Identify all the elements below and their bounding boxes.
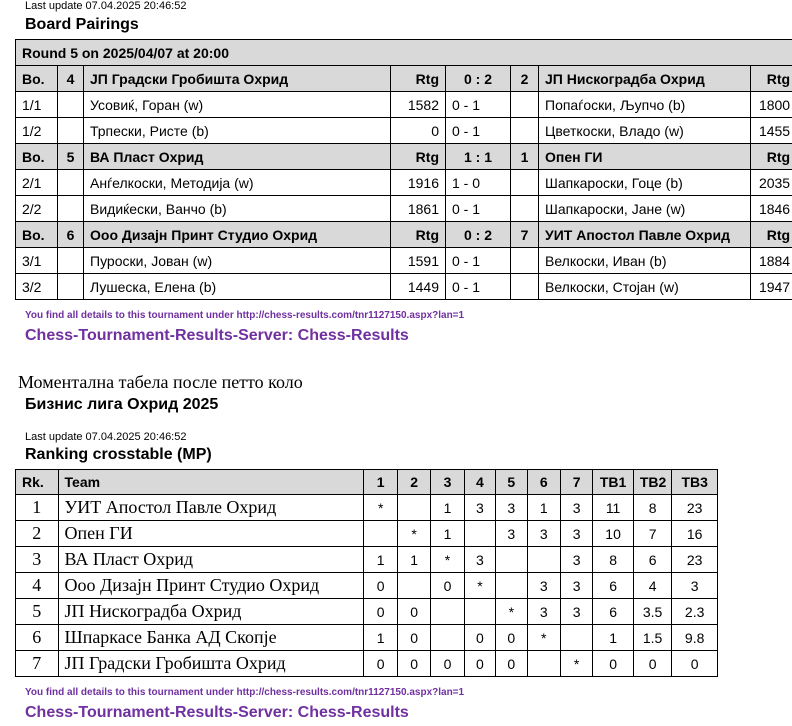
result-cell: 1 — [431, 495, 464, 521]
blank-cell — [511, 274, 539, 300]
black-player: Попаѓоски, Љупчо (b) — [539, 92, 751, 118]
tiebreak-cell: 2.3 — [672, 599, 718, 625]
result-cell: 3 — [464, 495, 495, 521]
player2-rating: 1884 — [751, 248, 792, 274]
team2-number: 1 — [511, 144, 539, 170]
team2-name: УИТ Апостол Павле Охрид — [539, 222, 751, 248]
result-cell: 0 — [397, 625, 430, 651]
tiebreak-cell: 11 — [593, 495, 634, 521]
column-header: 7 — [560, 470, 592, 495]
rank-cell: 3 — [16, 547, 59, 573]
team-name-cell: Шпаркасе Банка АД Скопје — [58, 625, 364, 651]
match-score: 0 : 2 — [446, 222, 511, 248]
black-player: Велкоски, Иван (b) — [539, 248, 751, 274]
bo-label: Bo. — [16, 144, 58, 170]
result-cell: 1 — [397, 547, 430, 573]
result-cell: 0 — [496, 651, 527, 677]
white-player: Трпески, Ристе (b) — [84, 118, 391, 144]
team2-name: Опен ГИ — [539, 144, 751, 170]
match-header — [16, 222, 792, 248]
result-cell: * — [364, 495, 397, 521]
result-cell — [496, 547, 527, 573]
standings-footer-link[interactable]: Chess-Tournament-Results-Server: Chess-Results — [25, 704, 409, 721]
board-number: 1/2 — [16, 118, 58, 144]
result-cell: * — [496, 599, 527, 625]
white-player: Пуроски, Јован (w) — [84, 248, 391, 274]
board-number: 3/2 — [16, 274, 58, 300]
blank-cell — [511, 196, 539, 222]
white-player: Видиќески, Ванчо (b) — [84, 196, 391, 222]
result-cell: * — [431, 547, 464, 573]
team1-number: 5 — [58, 144, 84, 170]
result-cell — [527, 651, 560, 677]
result-cell: 1 — [527, 495, 560, 521]
tiebreak-cell: 0 — [672, 651, 718, 677]
team2-rtg-label: Rtg — [751, 144, 792, 170]
pairings-last-update: Last update 07.04.2025 20:46:52 — [25, 0, 187, 12]
crosstable-header — [16, 470, 718, 495]
blank-cell — [511, 248, 539, 274]
rank-cell: 6 — [16, 625, 59, 651]
player1-rating: 1449 — [391, 274, 446, 300]
team1-number: 6 — [58, 222, 84, 248]
result-cell: 3 — [560, 521, 592, 547]
player2-rating: 1947 — [751, 274, 792, 300]
team1-name: ЈП Градски Гробишта Охрид — [84, 66, 391, 92]
result-cell: * — [560, 651, 592, 677]
standings-row — [16, 573, 718, 599]
tiebreak-cell: 23 — [672, 547, 718, 573]
tiebreak-cell: 3.5 — [633, 599, 671, 625]
result-cell: 0 — [397, 599, 430, 625]
result-cell: 1 — [364, 547, 397, 573]
tiebreak-cell: 7 — [633, 521, 671, 547]
rank-cell: 4 — [16, 573, 59, 599]
standings-row — [16, 495, 718, 521]
player2-rating: 2035 — [751, 170, 792, 196]
standings-row — [16, 599, 718, 625]
result-cell — [560, 625, 592, 651]
result-cell: 0 — [464, 651, 495, 677]
player1-rating: 1916 — [391, 170, 446, 196]
result-cell: 3 — [527, 599, 560, 625]
result-cell: 3 — [560, 495, 592, 521]
column-header: TB1 — [593, 470, 634, 495]
black-player: Шапкароски, Гоце (b) — [539, 170, 751, 196]
rank-cell: 5 — [16, 599, 59, 625]
rank-cell: 7 — [16, 651, 59, 677]
team-name-cell: ЈП Градски Гробишта Охрид — [58, 651, 364, 677]
result-cell: 3 — [496, 521, 527, 547]
result-cell: 0 — [496, 625, 527, 651]
blank-cell — [511, 92, 539, 118]
tiebreak-cell: 9.8 — [672, 625, 718, 651]
result-cell: 0 — [364, 599, 397, 625]
player2-rating: 1846 — [751, 196, 792, 222]
team2-number: 7 — [511, 222, 539, 248]
rank-cell: 1 — [16, 495, 59, 521]
result-cell: 3 — [496, 495, 527, 521]
board-result: 0 - 1 — [446, 118, 511, 144]
tiebreak-cell: 6 — [593, 573, 634, 599]
white-player: Лушеска, Елена (b) — [84, 274, 391, 300]
tiebreak-cell: 1.5 — [633, 625, 671, 651]
result-cell — [397, 495, 430, 521]
white-player: Усовиќ, Горан (w) — [84, 92, 391, 118]
result-cell: 0 — [397, 651, 430, 677]
tiebreak-cell: 8 — [593, 547, 634, 573]
result-cell: * — [527, 625, 560, 651]
ranking-crosstable — [15, 469, 718, 677]
team2-rtg-label: Rtg — [751, 66, 792, 92]
match-score: 0 : 2 — [446, 66, 511, 92]
result-cell: 3 — [560, 573, 592, 599]
black-player: Велкоски, Стојан (w) — [539, 274, 751, 300]
tiebreak-cell: 1 — [593, 625, 634, 651]
result-cell — [527, 547, 560, 573]
tiebreak-cell: 0 — [633, 651, 671, 677]
standings-footer-text: You find all details to this tournament under http://chess-results.com/tnr1127150.aspx?lan=1 — [25, 687, 465, 698]
result-cell — [364, 521, 397, 547]
blank-cell — [58, 248, 84, 274]
team2-name: ЈП Нискоградба Охрид — [539, 66, 751, 92]
board-result: 1 - 0 — [446, 170, 511, 196]
team1-name: ВА Пласт Охрид — [84, 144, 391, 170]
team-name-cell: УИТ Апостол Павле Охрид — [58, 495, 364, 521]
column-header: 1 — [364, 470, 397, 495]
bo-label: Bo. — [16, 222, 58, 248]
column-header: 2 — [397, 470, 430, 495]
pairings-footer-text: You find all details to this tournament under http://chess-results.com/tnr1127150.aspx?lan=1 — [25, 310, 465, 321]
result-cell: 3 — [560, 599, 592, 625]
tiebreak-cell: 3 — [672, 573, 718, 599]
result-cell — [431, 625, 464, 651]
result-cell: 1 — [431, 521, 464, 547]
board-result: 0 - 1 — [446, 196, 511, 222]
board-row — [16, 248, 792, 274]
column-header: 4 — [464, 470, 495, 495]
team1-rtg-label: Rtg — [391, 222, 446, 248]
result-cell — [464, 599, 495, 625]
black-player: Шапкароски, Јане (w) — [539, 196, 751, 222]
tiebreak-cell: 6 — [633, 547, 671, 573]
result-cell — [397, 573, 430, 599]
match-score: 1 : 1 — [446, 144, 511, 170]
result-cell: 3 — [527, 573, 560, 599]
team1-number: 4 — [58, 66, 84, 92]
tiebreak-cell: 10 — [593, 521, 634, 547]
league-title: Бизнис лига Охрид 2025 — [25, 396, 219, 413]
board-number: 3/1 — [16, 248, 58, 274]
result-cell: 3 — [527, 521, 560, 547]
rank-cell: 2 — [16, 521, 59, 547]
player1-rating: 1582 — [391, 92, 446, 118]
blank-cell — [58, 118, 84, 144]
blank-cell — [58, 274, 84, 300]
tiebreak-cell: 16 — [672, 521, 718, 547]
player2-rating: 1455 — [751, 118, 792, 144]
player2-rating: 1800 — [751, 92, 792, 118]
blank-cell — [58, 170, 84, 196]
result-cell — [496, 573, 527, 599]
tiebreak-cell: 4 — [633, 573, 671, 599]
board-number: 2/2 — [16, 196, 58, 222]
board-row — [16, 196, 792, 222]
result-cell — [431, 599, 464, 625]
result-cell: 3 — [560, 547, 592, 573]
standings-row — [16, 547, 718, 573]
board-number: 2/1 — [16, 170, 58, 196]
column-header: Rk. — [16, 470, 59, 495]
blank-cell — [58, 196, 84, 222]
team-name-cell: Опен ГИ — [58, 521, 364, 547]
match-header — [16, 66, 792, 92]
result-cell: 0 — [431, 573, 464, 599]
board-result: 0 - 1 — [446, 274, 511, 300]
standings-row — [16, 521, 718, 547]
team-name-cell: ВА Пласт Охрид — [58, 547, 364, 573]
team2-number: 2 — [511, 66, 539, 92]
result-cell: 1 — [364, 625, 397, 651]
team-name-cell: Ооо Дизајн Принт Студио Охрид — [58, 573, 364, 599]
standings-caption: Моментална табела после петто коло — [18, 372, 303, 392]
board-row — [16, 92, 792, 118]
white-player: Анѓелкоски, Методија (w) — [84, 170, 391, 196]
board-row — [16, 274, 792, 300]
match-header — [16, 144, 792, 170]
blank-cell — [511, 170, 539, 196]
result-cell — [464, 521, 495, 547]
board-result: 0 - 1 — [446, 92, 511, 118]
standings-row — [16, 625, 718, 651]
result-cell: 0 — [364, 573, 397, 599]
blank-cell — [58, 92, 84, 118]
column-header: 3 — [431, 470, 464, 495]
result-cell: 0 — [464, 625, 495, 651]
blank-cell — [511, 118, 539, 144]
black-player: Цветкоски, Владо (w) — [539, 118, 751, 144]
column-header: TB3 — [672, 470, 718, 495]
board-result: 0 - 1 — [446, 248, 511, 274]
column-header: 6 — [527, 470, 560, 495]
result-cell: 0 — [431, 651, 464, 677]
team1-rtg-label: Rtg — [391, 66, 446, 92]
player1-rating: 1861 — [391, 196, 446, 222]
crosstable-title: Ranking crosstable (MP) — [25, 446, 212, 463]
team1-rtg-label: Rtg — [391, 144, 446, 170]
pairings-title: Board Pairings — [25, 16, 139, 33]
team-name-cell: ЈП Нискоградба Охрид — [58, 599, 364, 625]
bo-label: Bo. — [16, 66, 58, 92]
tiebreak-cell: 23 — [672, 495, 718, 521]
tiebreak-cell: 0 — [593, 651, 634, 677]
board-number: 1/1 — [16, 92, 58, 118]
result-cell: 0 — [364, 651, 397, 677]
board-row — [16, 170, 792, 196]
team1-name: Ооо Дизајн Принт Студио Охрид — [84, 222, 391, 248]
pairings-footer-link[interactable]: Chess-Tournament-Results-Server: Chess-Results — [25, 327, 409, 344]
column-header: Team — [58, 470, 364, 495]
board-row — [16, 118, 792, 144]
result-cell: * — [464, 573, 495, 599]
column-header: TB2 — [633, 470, 671, 495]
team2-rtg-label: Rtg — [751, 222, 792, 248]
player1-rating: 0 — [391, 118, 446, 144]
result-cell: * — [397, 521, 430, 547]
tiebreak-cell: 6 — [593, 599, 634, 625]
column-header: 5 — [496, 470, 527, 495]
standings-last-update: Last update 07.04.2025 20:46:52 — [25, 431, 187, 443]
result-cell: 3 — [464, 547, 495, 573]
player1-rating: 1591 — [391, 248, 446, 274]
standings-row — [16, 651, 718, 677]
round-title: Round 5 on 2025/04/07 at 20:00 — [16, 40, 792, 66]
pairings-table — [15, 39, 792, 300]
tiebreak-cell: 8 — [633, 495, 671, 521]
